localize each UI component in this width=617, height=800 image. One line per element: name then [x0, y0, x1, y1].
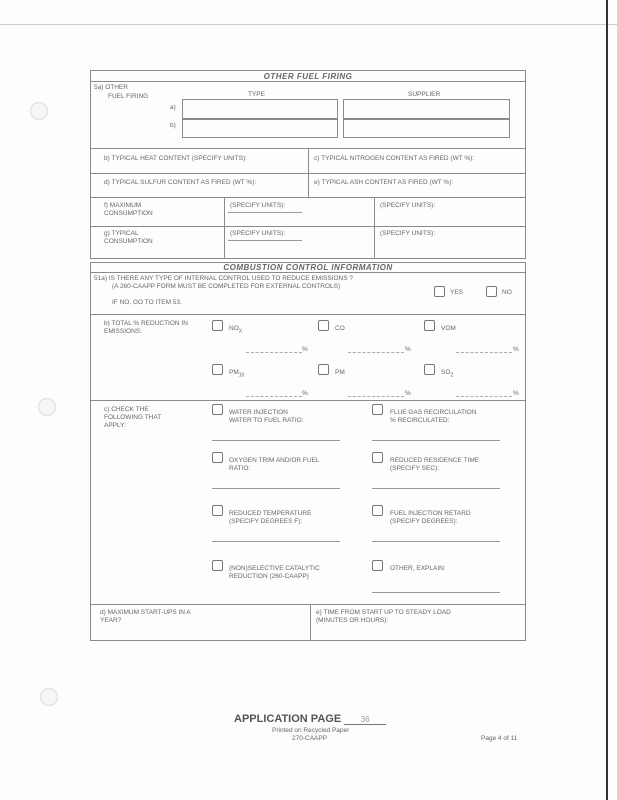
oxygen-trim-label: OXYGEN TRIM AND/OR FUEL [229, 457, 320, 464]
sulfur-content-field[interactable]: d) TYPICAL SULFUR CONTENT AS FIRED (WT %): [104, 179, 257, 186]
oxygen-trim-line [212, 488, 340, 489]
vom-checkbox[interactable] [424, 320, 435, 331]
reduced-residence-label: REDUCED RESIDENCE TIME [390, 457, 480, 464]
water-injection-line [212, 440, 340, 441]
application-page-label: APPLICATION PAGE 36 [234, 713, 386, 725]
scan-edge-top [0, 24, 617, 25]
selective-catalytic-sub: REDUCTION (260-CAAPP) [229, 573, 309, 580]
flue-gas-sub: % RECIRCULATED: [390, 417, 450, 424]
cci-col-divider [310, 604, 311, 641]
reduction-label: b) TOTAL % REDUCTION IN EMISSIONS: [104, 320, 188, 335]
pm-checkbox[interactable] [318, 364, 329, 375]
pm10-percent-sign: % [302, 390, 308, 397]
fuel-type-input-b[interactable] [182, 119, 338, 138]
reduced-temperature-label: REDUCED TEMPERATURE [229, 510, 312, 517]
oft-col-divider-1 [308, 148, 309, 197]
combustion-control-section [90, 262, 526, 641]
nitrogen-content-field[interactable]: c) TYPICAL NITROGEN CONTENT AS FIRED (WT %): [314, 155, 475, 162]
cci-divider-3 [90, 604, 526, 605]
so2-label: $SO_2$ [441, 369, 454, 379]
vom-percent-sign: % [513, 346, 519, 353]
pm10-percent-line [246, 396, 302, 397]
oxygen-trim-checkbox[interactable] [212, 452, 223, 463]
fuel-supplier-input-b[interactable] [343, 119, 510, 138]
selective-catalytic-checkbox[interactable] [212, 560, 223, 571]
typical-consumption-units-2[interactable]: (SPECIFY UNITS): [380, 230, 436, 237]
application-page-number: 36 [344, 715, 386, 725]
row-a-label: a) [170, 104, 176, 111]
typical-consumption-units-1[interactable]: (SPECIFY UNITS): [230, 230, 286, 237]
binder-hole-middle [38, 398, 56, 416]
selective-catalytic-label: (NON)SELECTIVE CATALYTIC [229, 565, 320, 572]
vom-percent-line [456, 352, 512, 353]
combustion-control-header: COMBUSTION CONTROL INFORMATION [223, 263, 393, 272]
supplier-column-header: SUPPLIER [408, 91, 441, 98]
fuel-firing-label: FUEL FIRING [108, 93, 149, 100]
heat-content-field[interactable]: b) TYPICAL HEAT CONTENT (SPECIFY UNITS): [104, 155, 247, 162]
if-no-instruction: IF NO, GO TO ITEM 53. [112, 299, 182, 306]
co-percent-sign: % [405, 346, 411, 353]
oft-row-divider-3 [90, 197, 526, 198]
co-label: CO [335, 325, 345, 332]
row-b-label: b) [170, 122, 176, 129]
oft-col-divider-3 [374, 197, 375, 259]
binder-hole-top [30, 102, 48, 120]
nox-percent-line [246, 352, 302, 353]
binder-hole-bottom [40, 688, 58, 706]
pm10-label: $PM_{10}$ [229, 369, 245, 379]
oxygen-trim-sub: RATIO: [229, 465, 251, 472]
pm-percent-line [348, 396, 404, 397]
q51a-yes-label: YES [450, 289, 464, 296]
so2-checkbox[interactable] [424, 364, 435, 375]
time-steady-load-field[interactable]: e) TIME FROM START UP TO STEADY LOAD (MINUTES OR HOURS): [316, 609, 451, 624]
other-fuel-firing-header: OTHER FUEL FIRING [263, 72, 353, 81]
fuel-supplier-input-a[interactable] [343, 99, 510, 119]
water-injection-label: WATER INJECTION [229, 409, 288, 416]
pm-percent-sign: % [405, 390, 411, 397]
max-consumption-units-1[interactable]: (SPECIFY UNITS): [230, 202, 286, 209]
max-consumption-label: f) MAXIMUM CONSUMPTION [104, 202, 153, 217]
water-injection-sub: WATER TO FUEL RATIO: [229, 417, 304, 424]
cci-divider-1 [90, 314, 526, 315]
typical-consumption-underline [228, 240, 302, 241]
scan-edge-right [606, 0, 608, 800]
check-following-label: c) CHECK THE FOLLOWING THAT APPLY: [104, 406, 162, 429]
fuel-injection-retard-line [372, 541, 500, 542]
typical-consumption-label: g) TYPICAL CONSUMPTION [104, 230, 153, 245]
other-explain-line [372, 592, 500, 593]
type-column-header: TYPE [248, 91, 265, 98]
fuel-type-input-a[interactable] [182, 99, 338, 119]
page-of-label: Page 4 of 11 [481, 735, 518, 742]
flue-gas-label: FLUE GAS RECIRCULATION [390, 409, 477, 416]
reduced-temperature-sub: (SPECIFY DEGREES F): [229, 518, 303, 525]
nox-percent-sign: % [302, 346, 308, 353]
other-explain-checkbox[interactable] [372, 560, 383, 571]
oft-row-divider-4 [90, 226, 526, 227]
cci-divider-2 [90, 400, 526, 401]
flue-gas-checkbox[interactable] [372, 404, 383, 415]
q51a-line1: 51a) IS THERE ANY TYPE OF INTERNAL CONTROL USED TO REDUCE EMISSIONS ? [94, 275, 353, 282]
reduced-temperature-checkbox[interactable] [212, 505, 223, 516]
q51a-line2: (A 260-CAAPP FORM MUST BE COMPLETED FOR EXTERNAL CONTROLS) [112, 283, 341, 290]
oft-header-bottom [90, 81, 526, 82]
reduced-temperature-line [212, 541, 340, 542]
q51a-no-label: NO [502, 289, 512, 296]
max-startups-field[interactable]: d) MAXIMUM START-UPS IN A YEAR? [100, 609, 191, 624]
vom-label: VOM [441, 325, 456, 332]
fuel-injection-retard-checkbox[interactable] [372, 505, 383, 516]
co-checkbox[interactable] [318, 320, 329, 331]
form-number: 270-CAAPP [292, 735, 328, 742]
cci-header-bottom [90, 272, 526, 273]
fuel-injection-retard-label: FUEL INJECTION RETARD [390, 510, 471, 517]
reduced-residence-sub: (SPECIFY SEC): [390, 465, 440, 472]
pm10-checkbox[interactable] [212, 364, 223, 375]
printed-on-recycled: Printed on Recycled Paper [272, 727, 350, 734]
flue-gas-line [372, 440, 500, 441]
q51a-yes-checkbox[interactable] [434, 286, 445, 297]
fuel-injection-retard-sub: (SPECIFY DEGREES): [390, 518, 458, 525]
pm-label: PM [335, 369, 345, 376]
co-percent-line [348, 352, 404, 353]
ash-content-field[interactable]: e) TYPICAL ASH CONTENT AS FIRED (WT %): [314, 179, 454, 186]
max-consumption-underline [228, 212, 302, 213]
reduced-residence-line [372, 488, 500, 489]
water-injection-checkbox[interactable] [212, 404, 223, 415]
oft-col-divider-2 [224, 197, 225, 259]
item-5a-label: 5a) OTHER [94, 84, 128, 91]
max-consumption-units-2[interactable]: (SPECIFY UNITS): [380, 202, 436, 209]
nox-checkbox[interactable] [212, 320, 223, 331]
other-explain-label: OTHER, EXPLAIN: [390, 565, 446, 572]
so2-percent-line [456, 396, 512, 397]
so2-percent-sign: % [513, 390, 519, 397]
reduced-residence-checkbox[interactable] [372, 452, 383, 463]
nox-label: $NO_X$ [229, 325, 243, 335]
q51a-no-checkbox[interactable] [486, 286, 497, 297]
